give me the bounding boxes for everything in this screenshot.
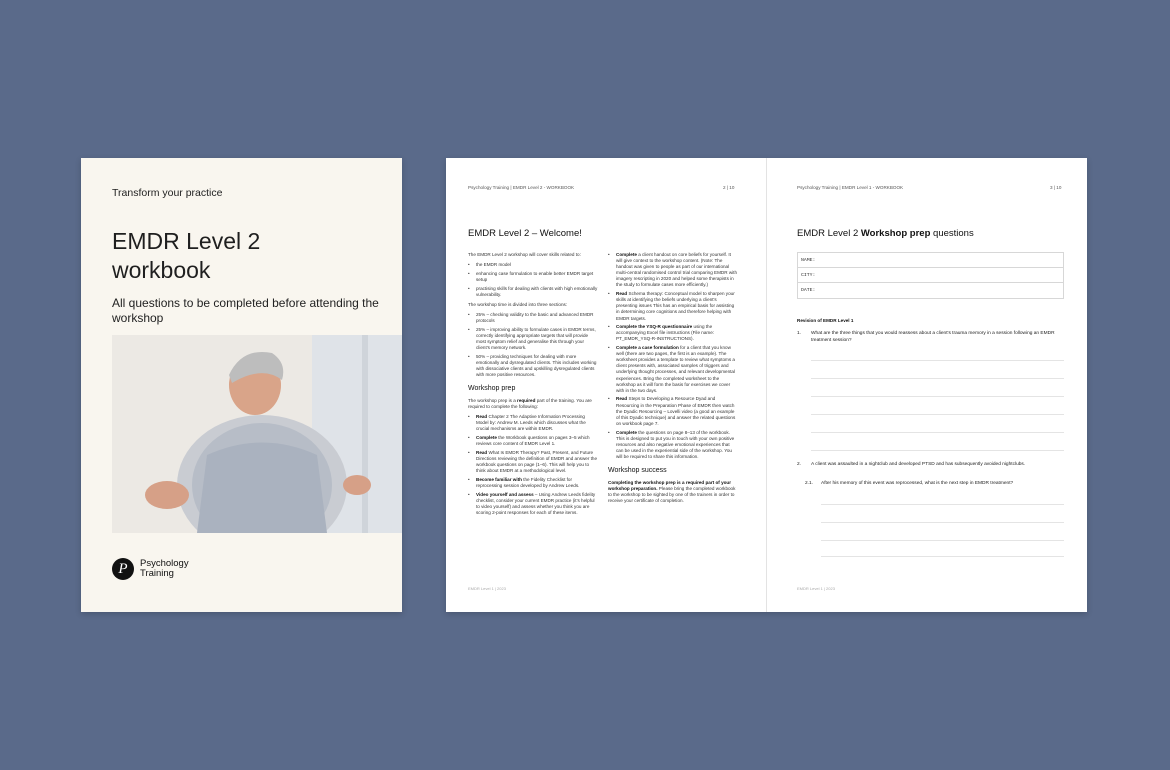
item-text: the questions on page 8–13 of the workbook. This is designed to put you in touch with your own positive resources and also negative emotional experiences that can be used in the experiential side of the workshop. You will be required to share this information. (616, 429, 735, 459)
list-item (468, 450, 598, 474)
text-run: The workshop prep is a (468, 398, 518, 404)
page-number: 3 | 10 (1050, 185, 1062, 190)
item-text: Chapter 2 The Adaptive Information Processing Model by: Andrew M. Leeds which discusses what the crucial mechanisms are within EMDR. (476, 414, 586, 432)
item-lead: Complete (616, 252, 637, 257)
cover-tagline: Transform your practice (112, 187, 223, 199)
answer-line[interactable] (811, 360, 1064, 361)
prep-list-continued (608, 252, 738, 460)
text-run: required (517, 398, 536, 404)
item-text: for a client that you know well (there are two pages, the first is an example). The worksheet provides a template to review what symptoms a client presents with, associated samples of triggers and underlying thought processes, and relevant developmental experiences. Bring the completed worksheet to the workshop as it will form the basis for exercises we cover with in the two days. (616, 345, 736, 393)
section-heading: Workshop success (608, 466, 667, 474)
question-number: 2. (797, 462, 802, 467)
list-item (468, 477, 598, 489)
item-text: the Workbook questions on pages 3–5 which reviews core content of EMDR Level 1. (476, 435, 590, 447)
item-text: Steps to Developing a Resource Dyad and Resourcing in the Preparation Phase of EMDR then watch the Dyadic Resourcing – Lovelli video (a good an example of this Dyadic technique) and answer the related questions on workbook page 7. (616, 396, 736, 426)
cover-subtitle: All questions to be completed before attending the workshop (112, 296, 379, 325)
item-text: the Fidelity Checklist for reprocessing session developed by Andrew Leeds. (476, 476, 580, 488)
item-lead: Read (616, 291, 628, 297)
answer-line[interactable] (821, 504, 1064, 505)
item-lead: Complete (616, 429, 637, 435)
list-item (468, 414, 598, 432)
answer-line[interactable] (811, 414, 1064, 415)
question-number: 1. (797, 331, 802, 336)
answer-line[interactable] (821, 540, 1064, 541)
presenter-photo (112, 335, 402, 533)
answer-line[interactable] (811, 396, 1064, 397)
intro-text: The EMDR Level 2 workshop will cover skills related to: (468, 252, 581, 257)
list-item (608, 430, 738, 460)
list-item: • practising skills for dealing with clients with high emotionally vulnerability. (468, 286, 598, 298)
item-text: a client handout on core beliefs for yourself. It will give context to the workshop content. (Note: The handout was given to people as part of our international multi-central randomised control trial comparing EMDR with imagery rescripting in 2020 and helped some therapists in the study to formulate cases more efficiently.) (616, 252, 738, 288)
item-lead: Complete a case formulation (616, 345, 679, 351)
list-item: • the EMDR model (468, 262, 598, 268)
item-text: What Is EMDR Therapy? Past, Present, and Future Directions reviewing the definition of EMDR and answer the workbook questions on page (1–6). This will help you to think about EMDR at a methodological level. (476, 449, 598, 474)
item-lead: Become familiar with (476, 476, 522, 482)
page-title (797, 228, 974, 239)
answer-line[interactable] (811, 378, 1064, 379)
section-label: Revision of EMDR Level 1 (797, 318, 854, 323)
page-title: EMDR Level 2 – Welcome! (468, 228, 582, 239)
item-text: – Using Andrew Leeds fidelity checklist, consider your current EMDR practice (it's helpful to video yourself) and assess whether you think you are scoring 2-point responses for each of these items. (476, 491, 596, 515)
workbook-cover (81, 158, 402, 612)
success-text (608, 480, 738, 504)
answer-line[interactable] (811, 432, 1064, 433)
list-item (608, 345, 738, 394)
cover-title-line: workbook (112, 257, 211, 283)
logo-text: Training (140, 568, 174, 579)
cover-title (112, 227, 372, 285)
question-number: 2.1. (805, 481, 814, 486)
psychology-training-logo (112, 558, 189, 580)
title-run: questions (930, 228, 974, 239)
prep-list (468, 414, 598, 516)
logo-text: Psychology (140, 558, 189, 569)
logo-mark-icon: P (112, 558, 134, 580)
item-lead: Read (476, 414, 488, 420)
text-run: Please bring the completed workbook to the workshop to be sighted by one of the trainers in order to receive your certificate of completion. (608, 486, 736, 504)
item-text: Schema therapy: Conceptual model to sharpen your skills at identifying the beliefs underlying a client's presenting issues This has an empirical basis for assisting in determining core cognitions and therefore helping with EMDR targets. (616, 291, 735, 321)
right-column (608, 252, 738, 508)
item-lead: Read (616, 396, 628, 402)
question-text: After his memory of this event was reprocessed, what is the next step in EMDR treatment? (821, 481, 1014, 486)
text-run: Completing the workshop prep is a required part of your workshop preparation. (608, 480, 732, 492)
date-field[interactable]: DATE: (801, 288, 816, 293)
question-text: A client was assaulted in a nightclub and developed PTSD and has subsequently avoided nightclubs. (811, 462, 1026, 467)
title-run: EMDR Level 2 (797, 228, 861, 239)
list-item (608, 324, 738, 342)
left-column (468, 252, 598, 520)
prep-intro (468, 398, 598, 410)
skills-list (468, 262, 598, 298)
list-item (608, 291, 738, 321)
page-header: Psychology Training | EMDR Level 2 - WORKBOOK (468, 185, 575, 190)
item-lead: Complete (476, 435, 497, 441)
item-lead: Complete the YSQ-R questionnaire (616, 324, 693, 330)
sections-intro: The workshop time is divided into three sections: (468, 301, 568, 307)
logo-wordmark (140, 559, 189, 579)
cover-title-line: EMDR Level 2 (112, 228, 261, 254)
list-item (468, 492, 598, 516)
workbook-spread (446, 158, 1087, 612)
answer-line[interactable] (821, 522, 1064, 523)
list-item: • 25% – checking validity to the basic and advanced EMDR protocols (468, 312, 598, 324)
participant-form (797, 252, 1064, 299)
item-text: using the accompanying Excel file instructions (File name: PT_EMDR_YSQ-R-INSTRUCTIONS). (616, 324, 715, 342)
question-text: What are the three things that you would reassess about a client's trauma memory in a session following an EMDR treatment session? (811, 331, 1055, 343)
text-run: part of the training. You are required to complete the following: (468, 398, 592, 410)
page-header: Psychology Training | EMDR Level 1 - WORKBOOK (797, 185, 904, 190)
page-footer: EMDR Level 1 | 2023 (797, 586, 835, 591)
list-item (468, 435, 598, 447)
title-run: Workshop prep (860, 228, 931, 239)
city-field[interactable]: CITY: (798, 268, 1063, 283)
list-item (608, 252, 738, 289)
list-item: • 50% – providing techniques for dealing with more emotionally and dysregulated clients. This includes working with dissociative clients and upskilling dysregulated clients with more positive resources. (468, 354, 598, 378)
page-2 (446, 158, 766, 612)
list-item: • 25% – improving ability to formulate cases in EMDR terms, correctly identifying appropriate targets that will provide most symptom relief and generalise this through your client's memory network. (468, 327, 598, 351)
page-footer: EMDR Level 1 | 2023 (468, 586, 506, 591)
item-lead: Read (476, 449, 488, 455)
name-field[interactable]: NAME: (798, 253, 1063, 268)
page-3 (767, 158, 1087, 612)
list-item: • enhancing case formulation to enable better EMDR target setup (468, 271, 598, 283)
list-item (608, 396, 738, 426)
sections-list (468, 312, 598, 378)
page-number: 2 | 10 (723, 185, 735, 190)
section-heading: Workshop prep (468, 384, 516, 392)
answer-line[interactable] (821, 556, 1064, 557)
answer-line[interactable] (811, 450, 1064, 451)
item-lead: Video yourself and assess (476, 491, 534, 497)
